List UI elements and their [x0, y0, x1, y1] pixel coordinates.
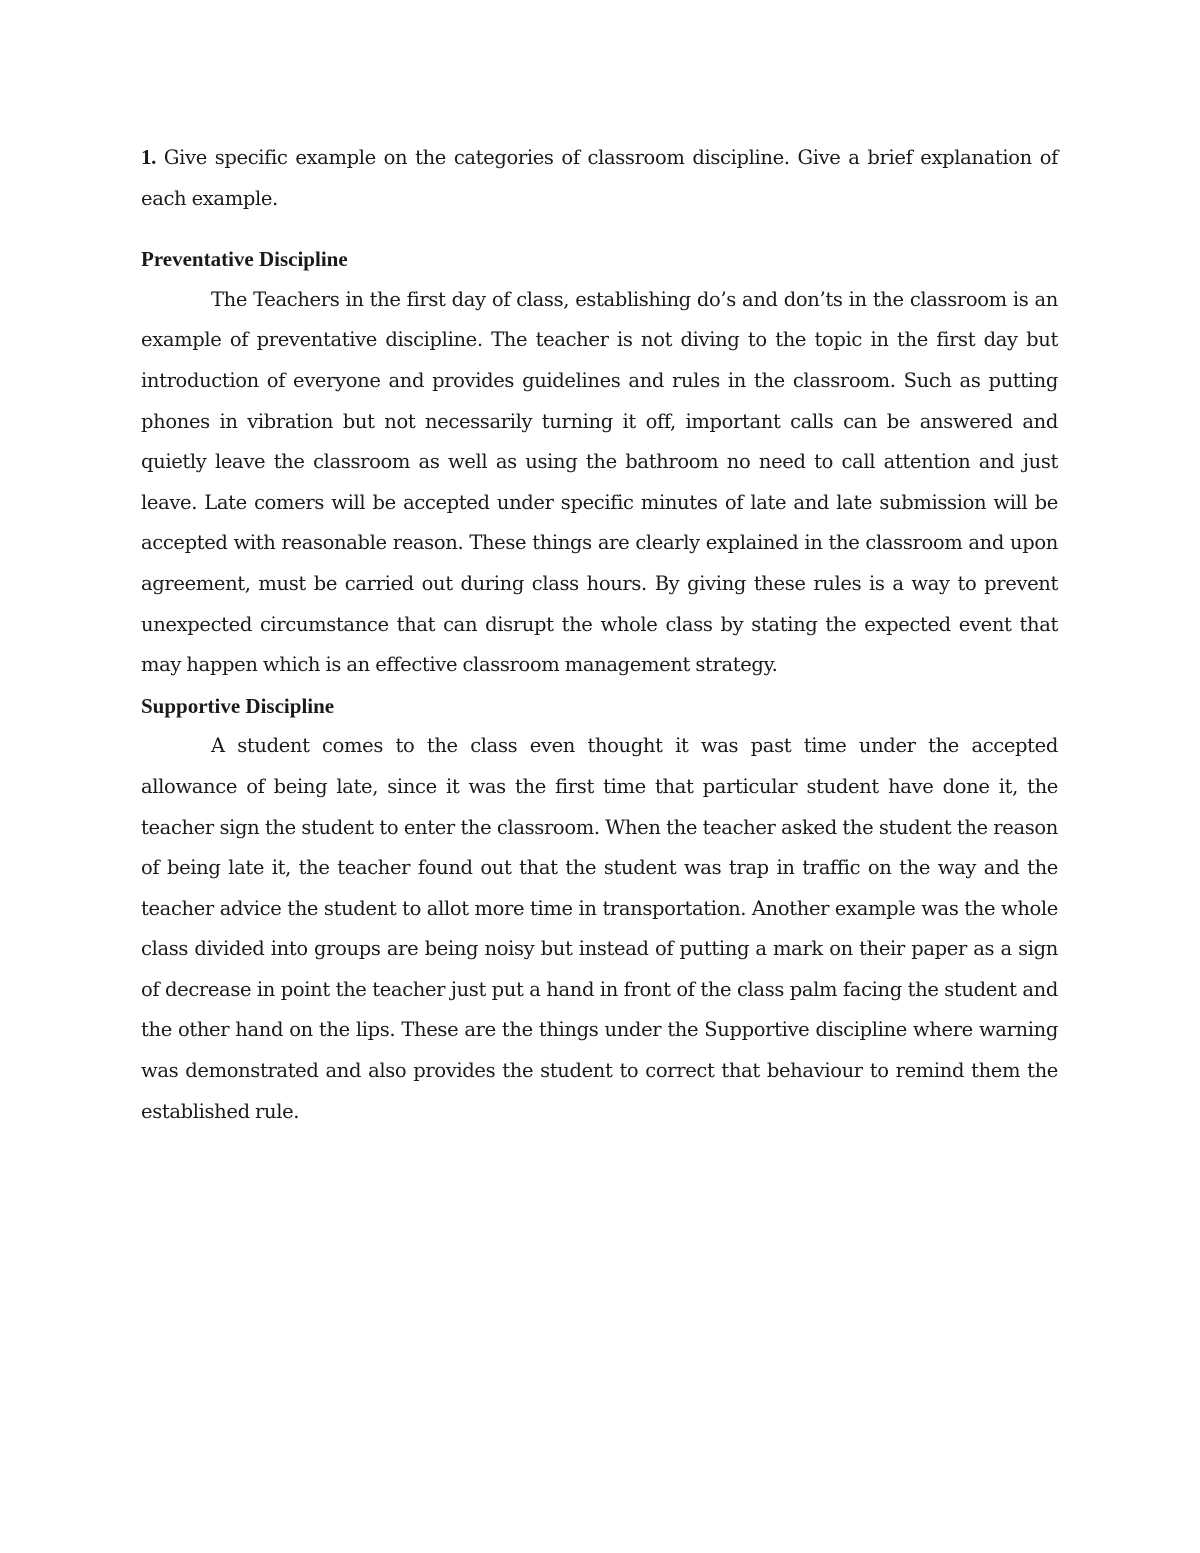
section-heading-supportive: Supportive Discipline: [141, 693, 335, 718]
question-number: 1.: [141, 145, 157, 169]
question-text: Give specific example on the categories of classroom discipline. Give a brief explanation of each example.: [141, 146, 1058, 210]
section-body-supportive: A student comes to the class even thought it was past time under the accepted allowance of being late, since it was the first time that particular student have done it, the teacher sign the student to enter the classroom. When the teacher asked the student the reason of being late it, the teacher found out that the student was trap in traffic on the way and the teacher advice the student to allot more time in transportation. Another example was the whole class divided into groups are being noisy but instead of putting a mark on their paper as a sign of decrease in point the teacher just put a hand in front of the class palm facing the student and the other hand on the lips. These are the things under the Supportive discipline where warning was demonstrated and also provides the student to correct that behaviour to remind them the established rule.: [141, 734, 1058, 1123]
question-paragraph: [141, 137, 1058, 219]
section-body-preventative: The Teachers in the first day of class, establishing do’s and don’ts in the classroom is an example of preventative discipline. The teacher is not diving to the topic in the first day but introduction of everyone and provides guidelines and rules in the classroom. Such as putting phones in vibration but not necessarily turning it off, important calls can be answered and quietly leave the classroom as well as using the bathroom no need to call attention and just leave. Late comers will be accepted under specific minutes of late and late submission will be accepted with reasonable reason. These things are clearly explained in the classroom and upon agreement, must be carried out during class hours. By giving these rules is a way to prevent unexpected circumstance that can disrupt the whole class by stating the expected event that may happen which is an effective classroom management strategy.: [141, 287, 1058, 677]
section-heading-preventative: Preventative Discipline: [141, 247, 348, 272]
document-page: [141, 137, 1058, 1132]
